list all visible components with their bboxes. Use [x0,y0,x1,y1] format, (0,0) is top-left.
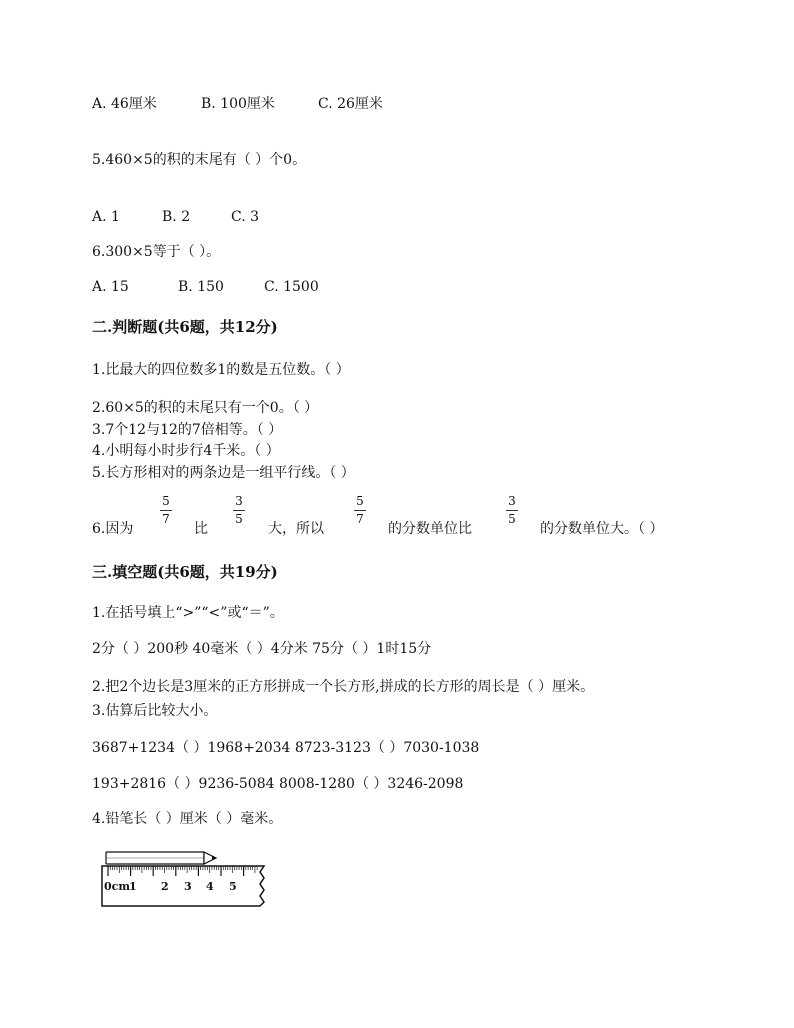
ruler-tick-label: 1 [129,880,137,893]
fraction-numerator: 3 [508,494,516,508]
option-a: A. 15 [92,279,129,295]
ruler-icon [102,866,264,906]
option-a: A. 46厘米 [92,96,157,112]
ruler-tick-label: 3 [184,880,192,893]
option-b: B. 2 [162,209,191,225]
ruler-tick-label: 5 [229,880,237,893]
fraction-denominator: 5 [508,512,516,526]
ruler-unit-label: 0cm [104,880,130,893]
fraction [352,494,368,526]
option-c: C. 1500 [264,279,319,295]
judgement-item-6-part-3: 大，所以 [268,521,324,537]
fraction [231,494,247,526]
judgement-item-6-part-4: 的分数单位比 [388,521,472,537]
section-3-title: 三.填空题(共6题，共19分) [92,563,278,581]
fill-q4: 4.铅笔长（ ）厘米（ ）毫米。 [92,811,283,827]
fraction-numerator: 5 [356,494,364,508]
pencil-ruler-figure [98,846,270,910]
fraction-numerator: 3 [235,494,243,508]
section-2-title: 二.判断题(共6题，共12分) [92,318,278,336]
fraction-numerator: 5 [162,494,170,508]
option-a: A. 1 [92,209,120,225]
option-b: B. 150 [178,279,224,295]
ruler-tick-label: 2 [161,880,169,893]
pencil-icon [106,852,216,864]
fill-q1-line: 2分（ ）200秒 40毫米（ ）4分米 75分（ ）1时15分 [92,641,432,657]
judgement-item-6-part-2: 比 [194,521,208,537]
fill-q2: 2.把2个边长是3厘米的正方形拼成一个长方形,拼成的长方形的周长是（ ）厘米。 [92,679,595,695]
option-c: C. 26厘米 [318,96,383,112]
fill-q3-line-1: 3687+1234（ ）1968+2034 8723-3123（ ）7030-1038 [92,740,480,756]
judgement-item-3: 3.7个12与12的7倍相等。（ ） [92,422,283,438]
fill-q1-stem: 1.在括号填上“>”“<”或“＝”。 [92,605,284,621]
fraction [504,494,520,526]
judgement-item-4: 4.小明每小时步行4千米。（ ） [92,443,280,459]
fill-q3-stem: 3.估算后比较大小。 [92,703,218,719]
judgement-item-2: 2.60×5的积的末尾只有一个0。（ ） [92,400,319,416]
question-5-stem: 5.460×5的积的末尾有（ ）个0。 [92,152,307,168]
fraction-denominator: 7 [356,512,364,526]
fill-q3-line-2: 193+2816（ ）9236-5084 8008-1280（ ）3246-2098 [92,776,464,792]
option-b: B. 100厘米 [201,96,275,112]
judgement-item-6-part-1: 6.因为 [92,521,134,537]
fraction [158,494,174,526]
judgement-item-5: 5.长方形相对的两条边是一组平行线。（ ） [92,465,355,481]
fraction-denominator: 5 [235,512,243,526]
option-c: C. 3 [231,209,260,225]
question-6-stem: 6.300×5等于（ ）。 [92,244,221,260]
judgement-item-6-part-5: 的分数单位大。（ ） [540,521,664,537]
fraction-denominator: 7 [162,512,170,526]
ruler-tick-label: 4 [206,880,214,893]
judgement-item-1: 1.比最大的四位数多1的数是五位数。（ ） [92,362,350,378]
